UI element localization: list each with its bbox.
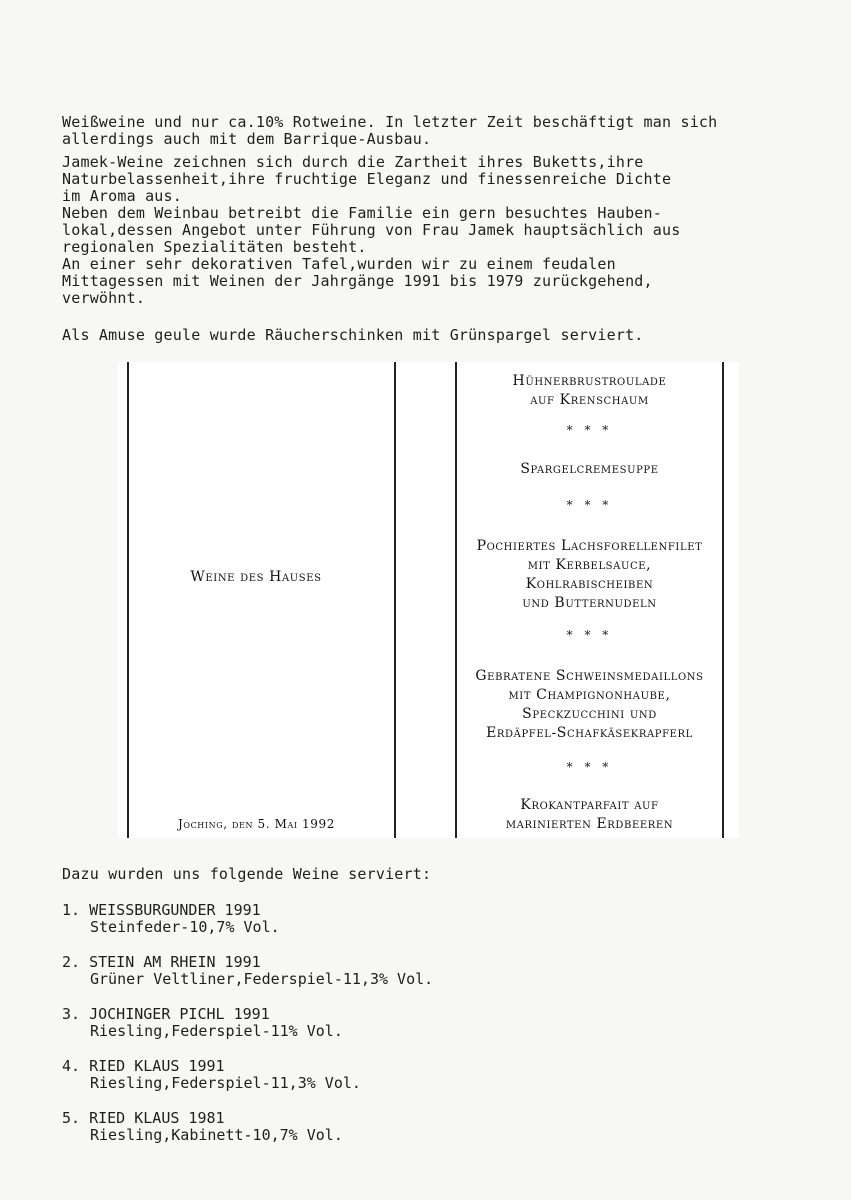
course-main (457, 667, 722, 743)
wine-name: 2. STEIN AM RHEIN 1991 (62, 953, 261, 971)
intro-paragraph-1 (62, 114, 717, 148)
course-starter (457, 372, 722, 410)
wine-detail: Riesling,Federspiel-11% Vol. (90, 1022, 343, 1040)
text-line: Mittagessen mit Weinen der Jahrgänge 1991 bis 1979 zurückgehend, (62, 272, 653, 290)
course-soup (457, 460, 722, 479)
wine-name: 5. RIED KLAUS 1981 (62, 1109, 225, 1127)
wine-name: 1. WEISSBURGUNDER 1991 (62, 901, 261, 919)
text-line: im Aroma aus. (62, 187, 182, 205)
course-line: marinierten Erdbeeren (505, 816, 674, 832)
course-separator: * * * (566, 498, 613, 512)
amuse-bouche-line: Als Amuse geule wurde Räucherschinken mit Grünspargel serviert. (62, 326, 644, 344)
menu-border-right (722, 362, 724, 838)
wine-list-intro: Dazu wurden uns folgende Weine serviert: (62, 865, 432, 883)
course-fish (457, 537, 722, 613)
menu-card (118, 362, 739, 838)
course-line: Hühnerbrustroulade (512, 373, 667, 389)
wine-name: 3. JOCHINGER PICHL 1991 (62, 1005, 270, 1023)
course-line: und Butternudeln (522, 595, 657, 611)
house-wines-label: Weine des Hauses (190, 569, 322, 585)
intro-paragraph-2 (62, 154, 680, 307)
course-line: Kohlrabischeiben (525, 576, 654, 592)
text-line: allerdings auch mit dem Barrique-Ausbau. (62, 130, 432, 148)
text-line: Jamek-Weine zeichnen sich durch die Zartheit ihres Buketts,ihre (62, 153, 644, 171)
course-line: Pochiertes Lachsforellenfilet (476, 538, 703, 554)
text-line: Weißweine und nur ca.10% Rotweine. In letzter Zeit beschäftigt man sich (62, 113, 718, 131)
text-line: An einer sehr dekorativen Tafel,wurden wir zu einem feudalen (62, 255, 616, 273)
menu-date: Joching, den 5. Mai 1992 (178, 817, 335, 831)
course-separator: * * * (566, 423, 613, 437)
list-item (62, 954, 433, 988)
wine-detail: Riesling,Kabinett-10,7% Vol. (90, 1126, 343, 1144)
text-line: verwöhnt. (62, 289, 146, 307)
course-line: Spargelcremesuppe (520, 461, 659, 477)
course-line: mit Kerbelsauce, (527, 557, 652, 573)
course-line: Krokantparfait auf (520, 797, 659, 813)
list-item (62, 902, 433, 936)
text-line: regionalen Spezialitäten besteht. (62, 238, 367, 256)
wine-detail: Grüner Veltliner,Federspiel-11,3% Vol. (90, 970, 434, 988)
menu-left-panel (118, 362, 394, 838)
menu-fold-left (394, 362, 396, 838)
wine-detail: Riesling,Federspiel-11,3% Vol. (90, 1074, 361, 1092)
text-line: Naturbelassenheit,ihre fruchtige Eleganz und finessenreiche Dichte (62, 170, 672, 188)
wine-list (62, 902, 433, 1162)
list-item (62, 1006, 433, 1040)
list-item (62, 1110, 433, 1144)
course-line: Gebratene Schweinsmedaillons (475, 668, 704, 684)
course-line: Speckzucchini und (522, 706, 657, 722)
course-dessert (457, 796, 722, 834)
list-item (62, 1058, 433, 1092)
course-line: Erdäpfel-Schafkäsekrapferl (486, 725, 693, 741)
wine-detail: Steinfeder-10,7% Vol. (90, 918, 280, 936)
course-separator: * * * (566, 628, 613, 642)
course-separator: * * * (566, 760, 613, 774)
text-line: lokal,dessen Angebot unter Führung von Frau Jamek hauptsächlich aus (62, 221, 681, 239)
text-line: Neben dem Weinbau betreibt die Familie ein gern besuchtes Hauben- (62, 204, 662, 222)
course-line: mit Champignonhaube, (508, 687, 671, 703)
wine-name: 4. RIED KLAUS 1991 (62, 1057, 225, 1075)
menu-courses (457, 362, 722, 838)
course-line: auf Krenschaum (530, 392, 649, 408)
